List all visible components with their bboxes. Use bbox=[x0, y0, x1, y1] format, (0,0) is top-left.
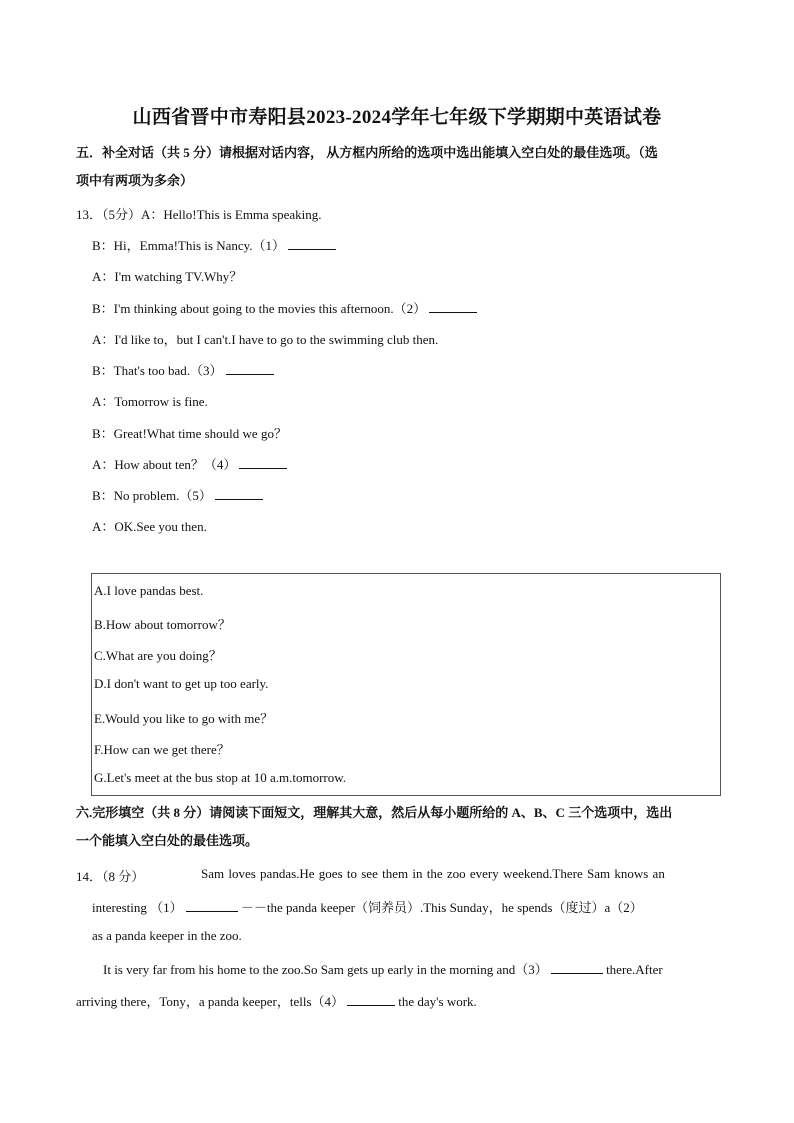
passage-line bbox=[92, 897, 643, 916]
answer-blank[interactable] bbox=[429, 300, 477, 313]
dialogue-text: A：I'm watching TV.Why？ bbox=[92, 269, 243, 284]
dialogue-text: A：OK.See you then. bbox=[92, 519, 207, 534]
passage-text: It is very far from his home to the zoo.So Sam gets up early in the morning and（3） bbox=[103, 962, 548, 977]
section-6-line-2: 一个能填入空白处的最佳选项。 bbox=[76, 833, 259, 848]
dialogue-line bbox=[92, 518, 207, 536]
dialogue-text: A：Tomorrow is fine. bbox=[92, 394, 208, 409]
answer-blank[interactable] bbox=[226, 362, 274, 375]
passage-text: interesting （1） bbox=[92, 900, 183, 915]
dialogue-text: B：Great!What time should we go？ bbox=[92, 426, 287, 441]
question-14-number: 14．（8 分） bbox=[76, 869, 145, 884]
passage-line bbox=[76, 991, 477, 1010]
passage-text: as a panda keeper in the zoo. bbox=[92, 928, 242, 943]
option-b: B.How about tomorrow？ bbox=[94, 617, 231, 632]
option-c: C.What are you doing？ bbox=[94, 648, 222, 663]
answer-blank[interactable] bbox=[347, 993, 395, 1006]
dialogue-line bbox=[92, 300, 477, 318]
passage-text: there.After bbox=[602, 962, 663, 977]
answer-blank[interactable] bbox=[186, 899, 238, 912]
passage-line bbox=[103, 959, 663, 978]
passage-text: the day's work. bbox=[395, 994, 477, 1009]
option-d: D.I don't want to get up too early. bbox=[94, 676, 269, 691]
question-13-header: 13．（5分）A：Hello!This is Emma speaking. bbox=[76, 207, 322, 222]
answer-blank[interactable] bbox=[551, 961, 603, 974]
section-5-line-2: 项中有两项为多余） bbox=[76, 173, 194, 188]
answer-blank[interactable] bbox=[215, 487, 263, 500]
dialogue-line bbox=[92, 331, 438, 349]
dialogue-text: A：How about ten？（4） bbox=[92, 457, 237, 472]
section-5-instructions bbox=[76, 139, 726, 195]
dialogue-text: B：No problem.（5） bbox=[92, 488, 212, 503]
option-g: G.Let's meet at the bus stop at 10 a.m.tomorrow. bbox=[94, 770, 347, 785]
option-f: F.How can we get there？ bbox=[94, 742, 230, 757]
option-e: E.Would you like to go with me？ bbox=[94, 711, 274, 726]
answer-blank[interactable] bbox=[288, 237, 336, 250]
dialogue-text: B：I'm thinking about going to the movies this afternoon.（2） bbox=[92, 301, 427, 316]
section-6-line-1: 六.完形填空（共 8 分）请阅读下面短文，理解其大意，然后从每小题所给的 A、B、C 三个选项中，选出 bbox=[76, 805, 673, 820]
dialogue-text: A：I'd like to，but I can't.I have to go to the swimming club then. bbox=[92, 332, 439, 347]
dialogue-line bbox=[92, 393, 208, 411]
dialogue-line bbox=[92, 237, 336, 255]
passage-text: －－the panda keeper（饲养员）.This Sunday，he spends（度过）a（2） bbox=[237, 900, 643, 915]
answer-blank[interactable] bbox=[239, 456, 287, 469]
option-a: A.I love pandas best. bbox=[94, 583, 204, 598]
section-5-line-1: 五．补全对话（共 5 分）请根据对话内容， 从方框内所给的选项中选出能填入空白处的最佳选项。（选 bbox=[76, 145, 658, 160]
dialogue-line bbox=[92, 268, 242, 286]
dialogue-line bbox=[92, 362, 274, 380]
passage-text: arriving there，Tony，a panda keeper，tells（4） bbox=[76, 994, 345, 1009]
dialogue-line bbox=[92, 456, 287, 474]
dialogue-line bbox=[92, 487, 263, 505]
options-box bbox=[91, 573, 721, 796]
dialogue-line bbox=[92, 425, 287, 443]
section-6-instructions bbox=[76, 799, 726, 855]
dialogue-text: B：That's too bad.（3） bbox=[92, 363, 223, 378]
dialogue-text: B：Hi，Emma!This is Nancy.（1） bbox=[92, 238, 286, 253]
passage-text: Sam loves pandas.He goes to see them in the zoo every weekend.There Sam knows an bbox=[201, 866, 665, 881]
page-title: 山西省晋中市寿阳县2023-2024学年七年级下学期期中英语试卷 bbox=[132, 107, 662, 128]
